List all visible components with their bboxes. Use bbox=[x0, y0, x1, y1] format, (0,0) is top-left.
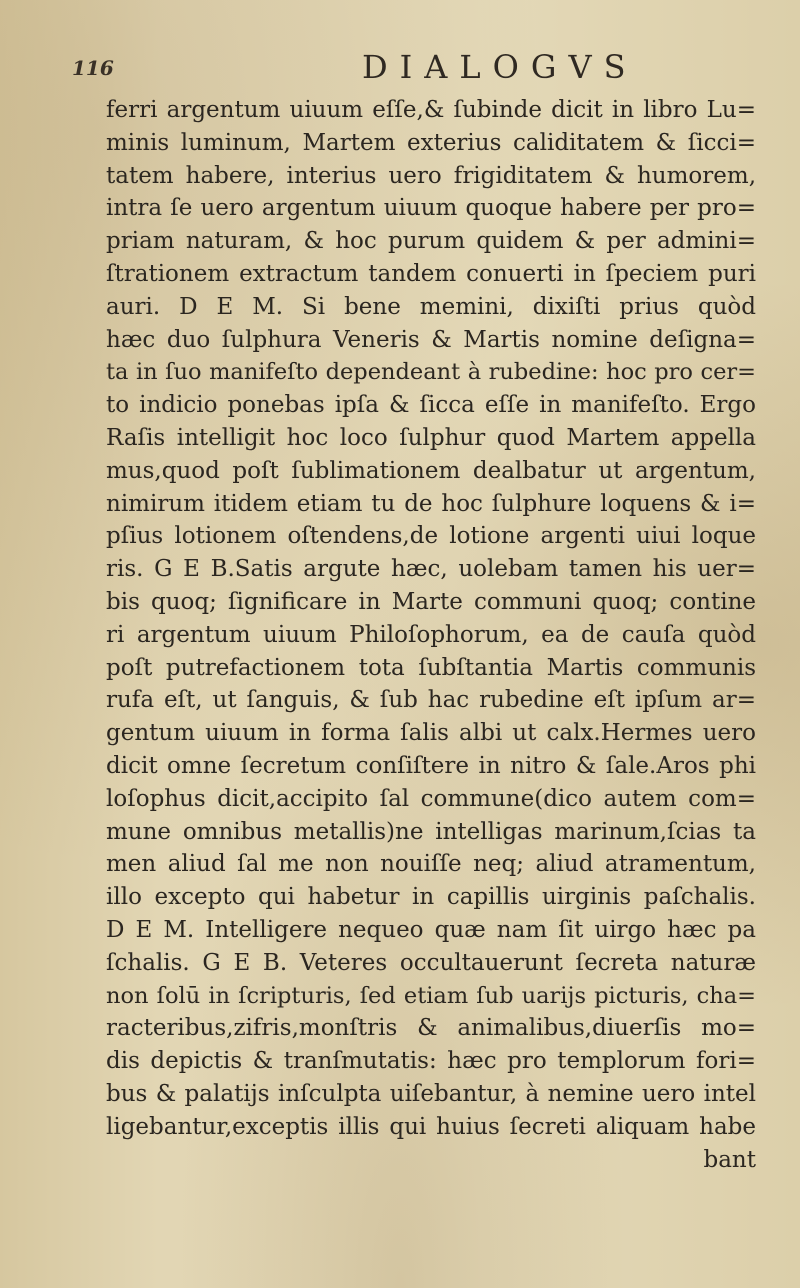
text-line: dis depictis & tranſmutatis: hæc pro templorum fori= bbox=[106, 1048, 756, 1075]
text-line: dicit omne ſecretum conſiſtere in nitro & ſale.Aros phi bbox=[106, 752, 756, 779]
text-line: mune omnibus metallis)ne intelligas marinum,ſcias ta bbox=[106, 818, 756, 845]
text-body bbox=[106, 94, 756, 1176]
text-line: bus & palatijs inſculpta uiſebantur, à nemine uero intel bbox=[106, 1080, 756, 1107]
text-line: ligebantur,exceptis illis qui huius ſecreti aliquam habe bbox=[106, 1113, 756, 1140]
text-line: non ſolū in ſcripturis, ſed etiam ſub uarijs picturis, cha= bbox=[106, 982, 756, 1009]
text-line: rufa eſt, ut ſanguis, & ſub hac rubedine eſt ipſum ar= bbox=[106, 687, 756, 714]
text-line: illo excepto qui habetur in capillis uirginis paſchalis. bbox=[106, 884, 756, 911]
text-line: pſius lotionem oſtendens,de lotione argenti uiui loque bbox=[106, 523, 756, 550]
text-line: ta in ſuo manifeſto dependeant à rubedine: hoc pro cer= bbox=[106, 359, 756, 386]
text-line: intra ſe uero argentum uiuum quoque habere per pro= bbox=[106, 195, 756, 222]
running-title: DIALOGVS bbox=[362, 48, 638, 86]
text-line: bis quoq; ſignificare in Marte communi quoq; contine bbox=[106, 588, 756, 615]
text-line: to indicio ponebas ipſa & ſicca eſſe in manifeſto. Ergo bbox=[106, 392, 756, 419]
text-line: ferri argentum uiuum eſſe,& ſubinde dicit in libro Lu= bbox=[106, 97, 756, 123]
text-line: gentum uiuum in forma ſalis albi ut calx.Hermes uero bbox=[106, 720, 756, 747]
text-line: hæc duo ſulphura Veneris & Martis nomine deſigna= bbox=[106, 326, 756, 353]
text-line: minis luminum, Martem exterius caliditatem & ſicci= bbox=[106, 129, 756, 156]
text-line: bant bbox=[703, 1146, 756, 1173]
page-header bbox=[72, 44, 740, 88]
text-line: tatem habere, interius uero frigiditatem & humorem, bbox=[106, 162, 756, 189]
page-number: 116 bbox=[72, 56, 114, 80]
text-line: ris. G E B.Satis argute hæc, uolebam tamen his uer= bbox=[106, 556, 756, 583]
text-line: ſchalis. G E B. Veteres occultauerunt ſecreta naturæ bbox=[106, 949, 756, 976]
text-line: racteribus,zifris,monſtris & animalibus,diuerſis mo= bbox=[106, 1015, 756, 1042]
text-line: Raſis intelligit hoc loco ſulphur quod Martem appella bbox=[106, 424, 756, 451]
text-line: ri argentum uiuum Philoſophorum, ea de cauſa quòd bbox=[106, 621, 756, 648]
text-line: ſtrationem extractum tandem conuerti in ſpeciem puri bbox=[106, 260, 756, 287]
text-line: poſt putrefactionem tota ſubſtantia Martis communis bbox=[106, 654, 756, 681]
text-line: men aliud ſal me non nouiſſe neq; aliud atramentum, bbox=[106, 851, 756, 878]
text-line: loſophus dicit,accipito ſal commune(dico autem com= bbox=[106, 785, 756, 812]
text-line: mus,quod poſt ſublimationem dealbatur ut argentum, bbox=[106, 457, 756, 484]
text-line: D E M. Intelligere nequeo quæ nam ſit uirgo hæc pa bbox=[106, 916, 756, 943]
text-line: priam naturam, & hoc purum quidem & per admini= bbox=[106, 228, 756, 255]
text-line: auri. D E M. Si bene memini, dixiſti prius quòd bbox=[106, 293, 756, 320]
text-line: nimirum itidem etiam tu de hoc ſulphure loquens & i= bbox=[106, 490, 756, 517]
